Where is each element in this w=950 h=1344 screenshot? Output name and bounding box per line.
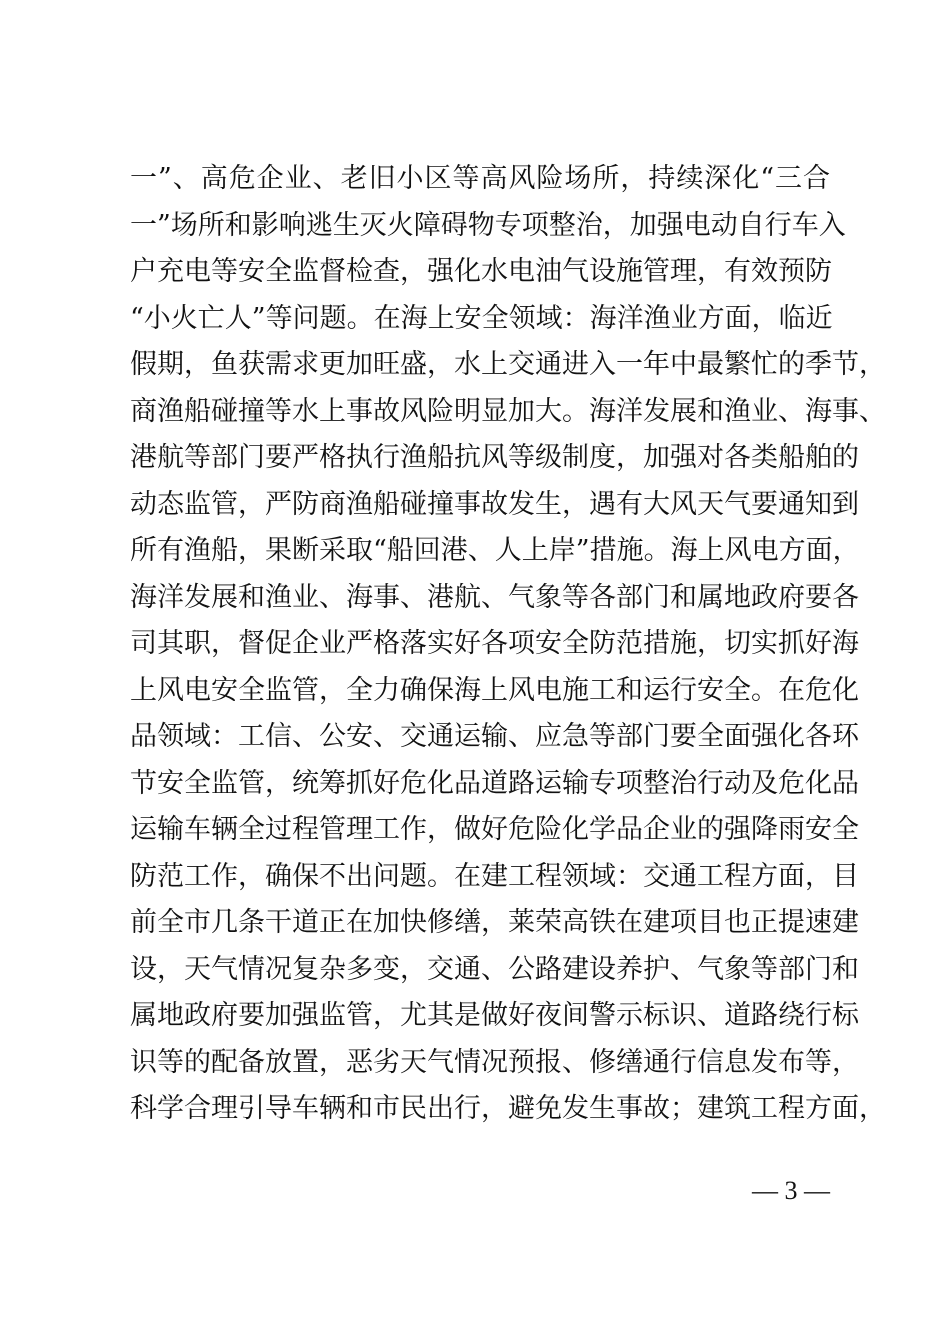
- text-line: 户充电等安全监督检查，强化水电油气设施管理，有效预防: [130, 256, 832, 287]
- text-line: 品领域：工信、公安、交通运输、应急等部门要全面强化各环: [130, 721, 859, 752]
- text-line: 动态监管，严防商渔船碰撞事故发生，遇有大风天气要通知到: [130, 488, 859, 520]
- page-number: — 3 —: [752, 1176, 830, 1205]
- text-line: 假期，鱼获需求更加旺盛，水上交通进入一年中最繁忙的季节，: [130, 349, 886, 380]
- text-line: 上风电安全监管，全力确保海上风电施工和运行安全。在危化: [130, 674, 859, 706]
- text-line: 科学合理引导车辆和市民出行，避免发生事故；建筑工程方面，: [130, 1093, 886, 1124]
- text-line: 所有渔船，果断采取“船回港、人上岸”措施。海上风电方面，: [130, 535, 860, 566]
- text-line: 设，天气情况复杂多变，交通、公路建设养护、气象等部门和: [130, 953, 859, 985]
- text-line: 前全市几条干道正在加快修缮，莱荣高铁在建项目也正提速建: [130, 907, 859, 938]
- body-text: [130, 156, 886, 1133]
- text-line: 海洋发展和渔业、海事、港航、气象等各部门和属地政府要各: [130, 581, 859, 613]
- text-line: 商渔船碰撞等水上事故风险明显加大。海洋发展和渔业、海事、: [130, 395, 886, 427]
- text-line: “小火亡人”等问题。在海上安全领域：海洋渔业方面，临近: [130, 302, 833, 334]
- text-line: 属地政府要加强监管，尤其是做好夜间警示标识、道路绕行标: [130, 1000, 859, 1031]
- text-line: 识等的配备放置，恶劣天气情况预报、修缮通行信息发布等，: [130, 1046, 859, 1078]
- text-line: 节安全监管，统筹抓好危化品道路运输专项整治行动及危化品: [130, 767, 859, 799]
- text-line: 港航等部门要严格执行渔船抗风等级制度，加强对各类船舶的: [130, 442, 859, 473]
- text-line: 一”、高危企业、老旧小区等高风险场所，持续深化“三合: [130, 163, 830, 194]
- text-line: 防范工作，确保不出问题。在建工程领域：交通工程方面，目: [130, 860, 859, 892]
- text-line: 一”场所和影响逃生灭火障碍物专项整治，加强电动自行车入: [130, 209, 846, 241]
- text-line: 运输车辆全过程管理工作，做好危险化学品企业的强降雨安全: [130, 814, 859, 845]
- text-line: 司其职，督促企业严格落实好各项安全防范措施，切实抓好海: [130, 628, 859, 659]
